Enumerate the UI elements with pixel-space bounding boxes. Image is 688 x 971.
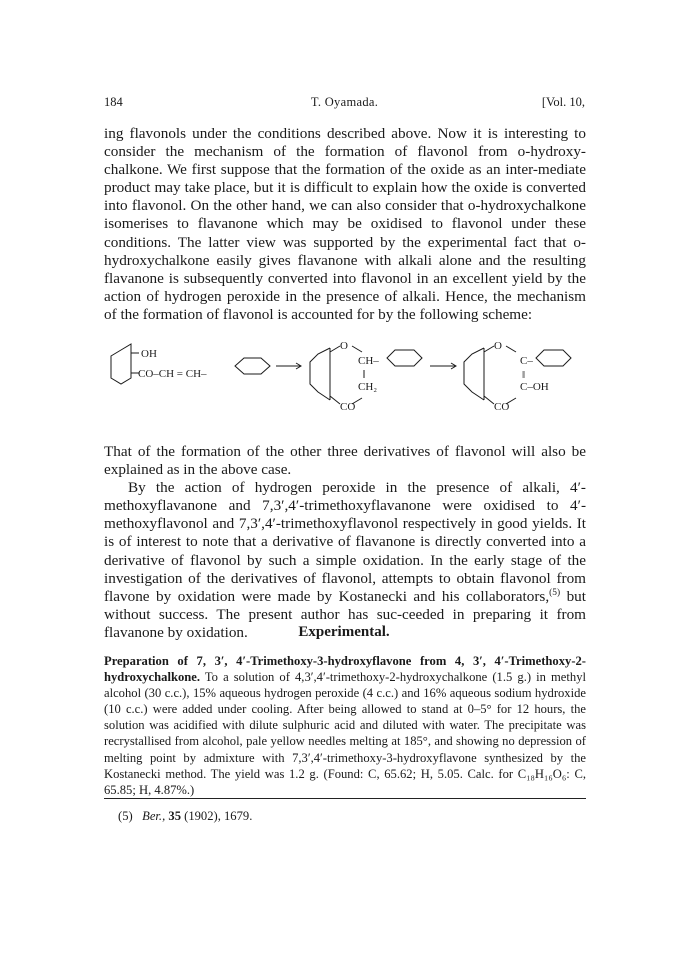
flavonol-o-label: O — [494, 340, 502, 352]
running-author: T. Oyamada. — [310, 95, 379, 109]
paragraph-results-first: That of the formation of the other three derivatives of flavonol will also be explained as in the above case. — [104, 443, 586, 479]
chalkone-oh-label: OH — [141, 348, 157, 360]
flavonol-left-ring — [464, 348, 484, 400]
chalkone-chain-label: CO–CH = CH– — [138, 368, 207, 380]
footnote-reference: (5) — [549, 587, 561, 598]
flavonol-coh-label: C–OH — [520, 381, 549, 393]
reaction-scheme-figure — [104, 330, 586, 430]
flavanone-ch-label: CH– — [358, 355, 379, 367]
footnote-journal: Ber., — [142, 809, 166, 823]
chalkone-phenyl-ring — [235, 358, 270, 374]
paragraph-results-second — [104, 479, 586, 642]
flavonol-phenyl-ring — [536, 350, 571, 366]
flavanone-ch2-label: CH₂ — [358, 381, 378, 393]
experimental-lead: Preparation of 7, 3′, 4′-Trimethoxy-3-hydroxyflavone from 4, 3′, 4′-Trimethoxy-2-hydroxychalkone. — [104, 654, 586, 685]
chalkone-benzene-ring — [111, 344, 131, 384]
footnote-volume: 35 — [168, 809, 181, 823]
volume-label: [Vol. 10, — [541, 95, 585, 109]
paragraph-results-second-a: By the action of hydrogen peroxide in the presence of alkali, 4′-methoxyflavanone and 7,3′,4′-trimethoxyflavanone were oxidised to 4′-methoxyflavonol and 7,3′,4′-trimethoxyflavonol respectively in good yields. It is of interest to note that a derivative of flavanone is directly converted into a derivative of flavonol by such a simple oxidation. In the early stage of the investigation of the derivatives of flavonol, attempts to obtain flavonol from flavone by oxidation were made by Kostanecki and his collaborators, — [104, 479, 586, 605]
reaction-scheme — [104, 330, 586, 430]
section-title-experimental: Experimental. — [298, 624, 390, 640]
experimental-body: To a solution of 4,3′,4′-trimethoxy-2-hydroxychalkone (1.5 g.) in methyl alcohol (30 c.c.), 15% aqueous hydrogen peroxide (4 c.c.) and 16% aqueous sodium hydroxide (10 c.c.) were added under cooling. After being allowed to stand at 0–5° for 12 hours, the solution was acidified with dilute sulphuric acid and diluted with water. The precipitate was recrystallised from alcohol, pale yellow needles melting at 185°, and showing no depression of melting point by admixture with 7,3′,4′-trimethoxy-3-hydroxyflavone synthesized by the Kostanecki method. The yield was 1.2 g. (Found: C, 65.62; H, 5.05. Calc. for C₁₈H₁₆O₆: C, 65.85; H, 4.87%.) — [104, 670, 586, 797]
paragraph-mechanism — [104, 125, 586, 324]
flavanone-left-ring — [310, 348, 330, 400]
flavanone-phenyl-ring — [387, 350, 422, 366]
flavanone-co-label: CO — [340, 401, 356, 413]
footnote-divider — [104, 798, 586, 799]
footnote — [118, 809, 252, 824]
flavonol-c-label: C– — [520, 355, 533, 367]
page-number: 184 — [104, 95, 123, 109]
running-header — [104, 95, 585, 113]
paragraph-results — [104, 443, 586, 642]
footnote-rest: (1902), 1679. — [184, 809, 253, 823]
paragraph-mechanism-text: ing flavonols under the conditions described above. Now it is interesting to consider the mechanism of the formation of flavonol from o-hydroxy-chalkone. We first suppose that the formation of the oxide as an inter-mediate product may take place, but it is difficult to explain how the oxide is converted into flavonol. On the other hand, we can also consider that o-hydroxychalkone isomerises to flavanone which may be oxidised to flavonol under these conditions. The latter view was supported by the experimental fact that o-hydroxychalkone easily gives flavanone with alkali alone and the resulting flavanone is subsequently converted into flavonol in an excellent yield by the action of hydrogen peroxide in the presence of alkali. Hence, the mechanism of the formation of flavonol is accounted for by the following scheme: — [104, 125, 586, 323]
flavanone-o-label: O — [340, 340, 348, 352]
paragraph-results-second-b: but without success. The present author has suc-ceeded in preparing it from flavanone by oxidation. — [104, 587, 586, 641]
flavonol-double-bond: ‖ — [522, 369, 526, 381]
experimental-paragraph — [104, 653, 586, 798]
footnote-number: (5) — [118, 809, 133, 823]
flavonol-co-label: CO — [494, 401, 510, 413]
